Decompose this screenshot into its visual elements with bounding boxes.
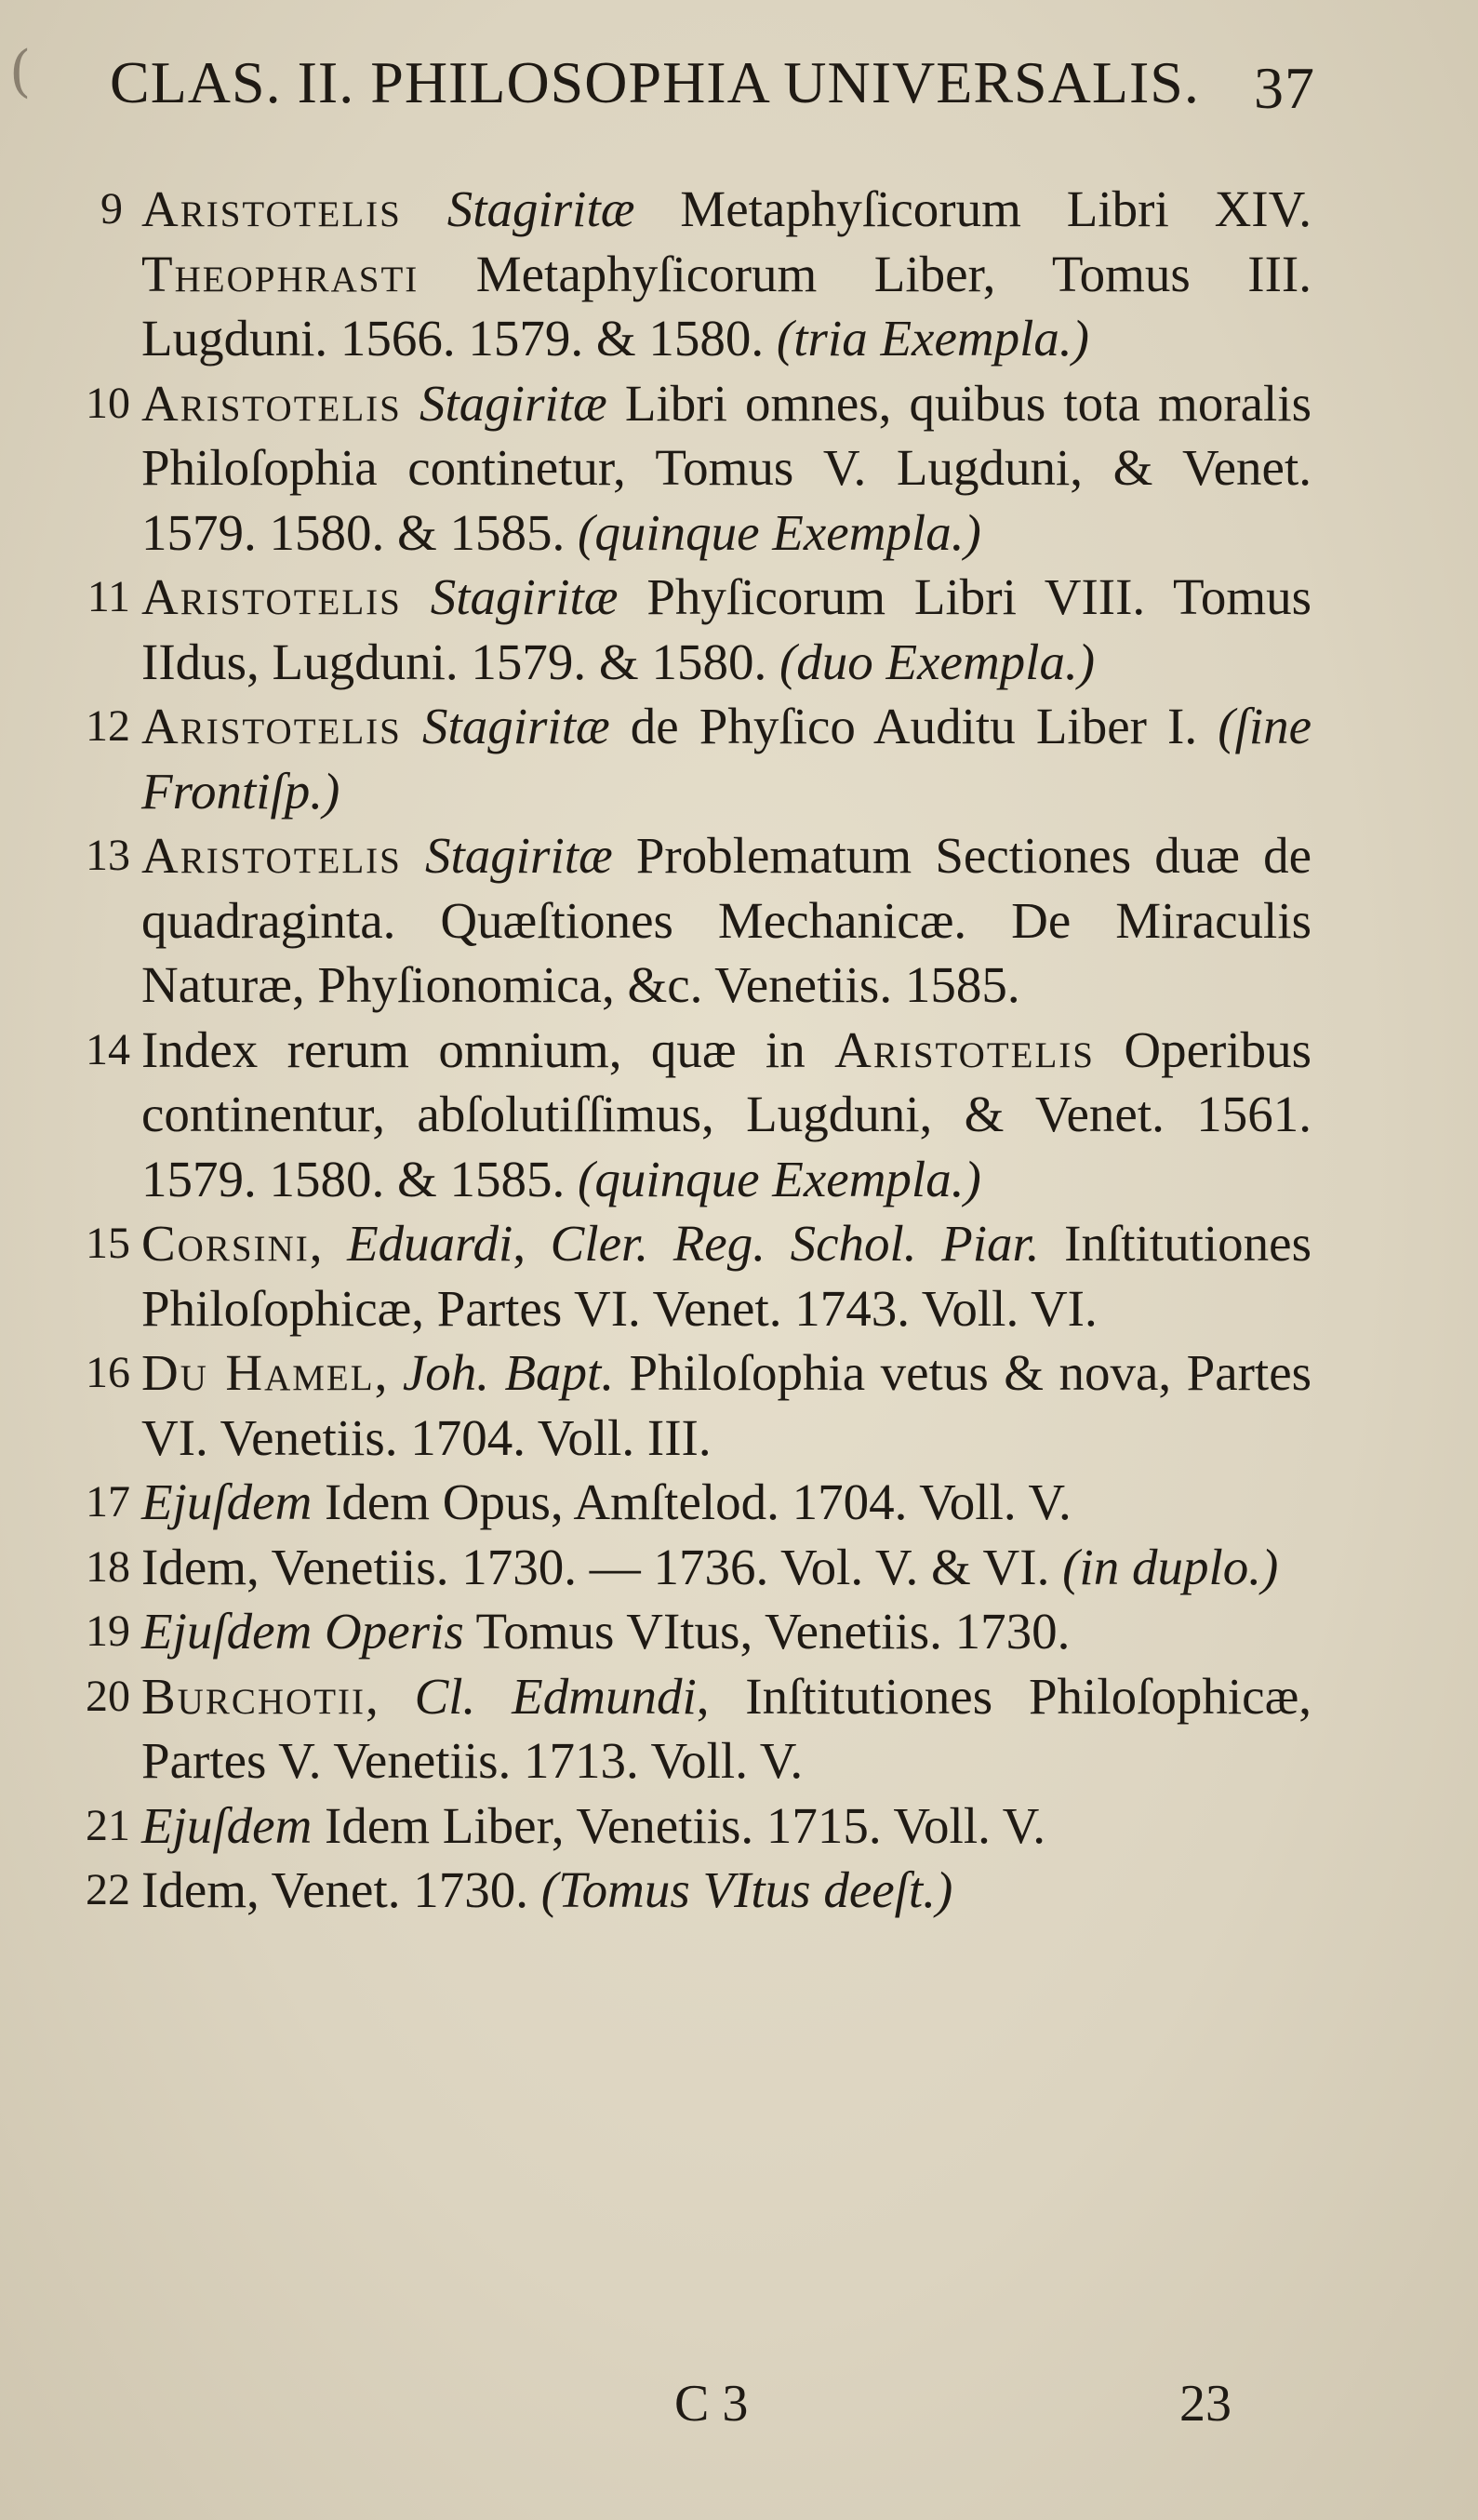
catalogue-entries xyxy=(0,177,1478,1923)
page-edge-mark: ( xyxy=(9,39,32,104)
author-name: Aristotelis xyxy=(141,374,402,432)
author-name: Aristotelis xyxy=(141,698,402,754)
author-name: Burchotii xyxy=(141,1667,366,1725)
entry-text: , xyxy=(513,1215,551,1272)
catalogue-entry xyxy=(0,1535,1312,1600)
entry-text xyxy=(402,568,431,625)
italic-text: (in duplo.) xyxy=(1062,1538,1279,1595)
entry-text xyxy=(402,827,425,884)
entry-text xyxy=(402,180,447,237)
catalogue-entry xyxy=(0,1793,1312,1859)
entry-number: 13 xyxy=(86,831,130,880)
entry-text: , xyxy=(366,1667,415,1725)
italic-text: Ejuſdem xyxy=(141,1796,313,1854)
entry-number: 18 xyxy=(86,1541,130,1592)
entry-number: 20 xyxy=(86,1671,130,1721)
catalogue-entry xyxy=(0,565,1312,694)
italic-text: Cl. Edmundi xyxy=(414,1667,697,1725)
catalogue-entry xyxy=(0,694,1312,823)
italic-text: (ſine Frontiſp.) xyxy=(141,698,1312,820)
italic-text: Stagiritæ xyxy=(446,180,635,237)
entry-text: , xyxy=(309,1215,348,1272)
catalogue-entry xyxy=(0,1340,1312,1470)
entry-number: 9 xyxy=(100,184,123,233)
catalogue-entry xyxy=(0,1211,1312,1340)
signature-mark: C 3 xyxy=(674,2375,749,2433)
catchword: 23 xyxy=(1179,2375,1232,2433)
entry-text: Metaphyſicorum Libri XIV. xyxy=(634,180,1312,237)
italic-text: Stagiritæ xyxy=(421,698,610,754)
italic-text: Eduardi xyxy=(347,1215,513,1272)
italic-text: Ejuſdem Operis xyxy=(141,1603,464,1660)
entry-text: Index rerum omnium, quæ in xyxy=(141,1020,835,1078)
entry-text xyxy=(402,698,422,754)
catalogue-entry xyxy=(0,1018,1312,1212)
catalogue-entry xyxy=(0,823,1312,1018)
author-name: Aristotelis xyxy=(834,1020,1095,1078)
entry-number: 16 xyxy=(86,1348,130,1397)
entry-text: Tomus VItus, Venetiis. 1730. xyxy=(463,1603,1071,1660)
entry-text: Idem, Venet. 1730. xyxy=(141,1861,541,1918)
entry-number: 22 xyxy=(86,1865,130,1914)
entry-text: Libri omnes, quibus tota moralis Philoſophia continetur, Tomus V. Lugduni, & Venet. 1579. 1580. & 1585. xyxy=(141,374,1312,561)
entry-text: , Inſtitutiones Philoſophicæ, Partes V. Venetiis. 1713. Voll. V. xyxy=(141,1667,1312,1789)
entry-text: Phyſicorum Libri VIII. Tomus IIdus, Lugduni. 1579. & 1580. xyxy=(141,568,1312,690)
catalogue-entry xyxy=(0,1599,1312,1664)
entry-number: 10 xyxy=(86,378,130,428)
italic-text: (tria Exempla.) xyxy=(776,310,1089,367)
page-number: 37 xyxy=(1254,55,1315,121)
running-header xyxy=(110,48,1319,121)
entry-text: Idem, Venetiis. 1730. — 1736. Vol. V. & VI. xyxy=(141,1538,1063,1595)
author-name: Aristotelis xyxy=(141,180,402,237)
italic-text: (duo Exempla.) xyxy=(779,633,1096,690)
entry-number: 15 xyxy=(86,1219,130,1268)
header-title: CLAS. II. PHILOSOPHIA UNIVERSALIS. xyxy=(110,49,1200,115)
entry-text: Philoſophia vetus & nova, Partes VI. Venetiis. 1704. Voll. III. xyxy=(141,1344,1312,1466)
italic-text: Joh. Bapt. xyxy=(402,1344,615,1401)
author-name: Du Hamel xyxy=(141,1344,375,1401)
italic-text: Stagiritæ xyxy=(419,374,607,432)
entry-number: 11 xyxy=(87,572,130,621)
catalogue-entry xyxy=(0,1470,1312,1535)
entry-text: Inſtitutiones Philoſophicæ, Partes VI. Venet. 1743. Voll. VI. xyxy=(141,1215,1312,1337)
author-name: Aristotelis xyxy=(141,568,402,625)
author-name: Theophrasti xyxy=(141,245,419,302)
author-name: Aristotelis xyxy=(141,827,402,884)
entry-text: Operibus continentur, abſolutiſſimus, Lugduni, & Venet. 1561. 1579. 1580. & 1585. xyxy=(141,1020,1312,1207)
entry-text: de Phyſico Auditu Liber I. xyxy=(609,698,1218,754)
entry-number: 17 xyxy=(86,1477,130,1527)
entry-text: Problematum Sectiones duæ de quadraginta. Quæſtiones Mechanicæ. De Miraculis Naturæ, Phyſionomica, &c. Venetiis. 1585. xyxy=(141,827,1312,1013)
author-name: Corsini xyxy=(141,1215,310,1272)
italic-text: (Tomus VItus deeſt.) xyxy=(540,1861,953,1918)
entry-number: 12 xyxy=(86,701,130,751)
catalogue-entry xyxy=(0,177,1312,371)
italic-text: (quinque Exempla.) xyxy=(578,1150,981,1207)
entry-text: Idem Liber, Venetiis. 1715. Voll. V. xyxy=(312,1796,1045,1854)
catalogue-entry xyxy=(0,1858,1312,1923)
italic-text: Ejuſdem xyxy=(141,1473,313,1530)
entry-text xyxy=(402,375,419,432)
entry-text: Metaphyſicorum Liber, Tomus III. Lugduni. 1566. 1579. & 1580. xyxy=(141,245,1312,367)
italic-text: (quinque Exempla.) xyxy=(578,503,981,561)
entry-number: 21 xyxy=(86,1800,130,1850)
entry-number: 14 xyxy=(86,1024,130,1074)
catalogue-entry xyxy=(0,371,1312,566)
italic-text: Stagiritæ xyxy=(430,568,619,625)
entry-number: 19 xyxy=(86,1607,130,1656)
entry-text: Idem Opus, Amſtelod. 1704. Voll. V. xyxy=(312,1473,1072,1530)
italic-text: Cler. Reg. Schol. Piar. xyxy=(550,1215,1040,1272)
italic-text: Stagiritæ xyxy=(424,827,613,884)
catalogue-entry xyxy=(0,1664,1312,1793)
entry-text: , xyxy=(374,1344,403,1401)
